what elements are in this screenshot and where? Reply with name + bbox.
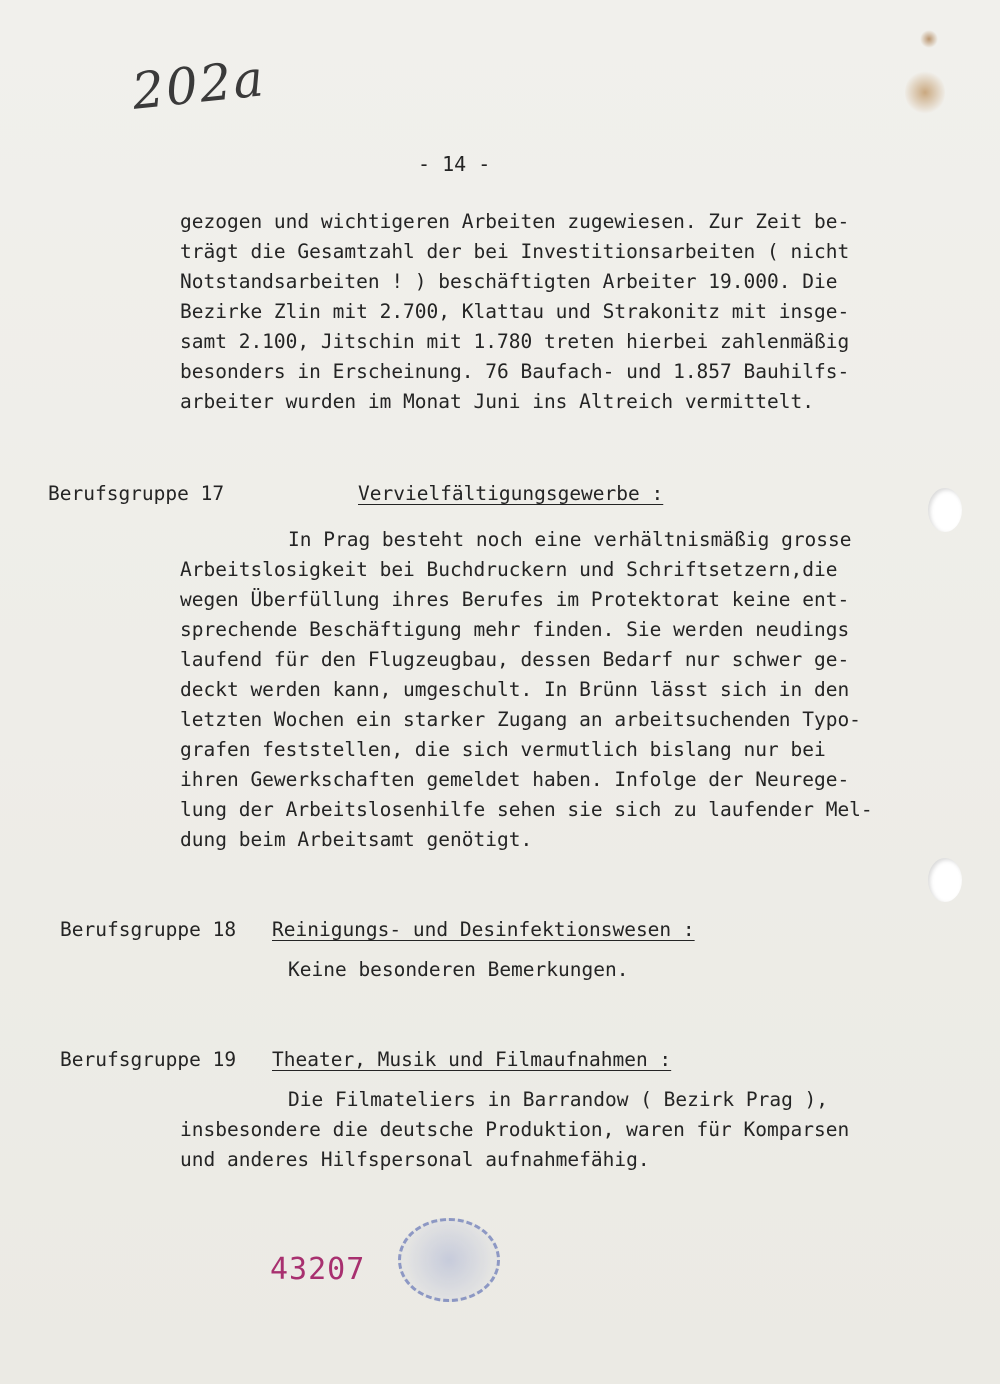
section-title: Theater, Musik und Filmaufnahmen : [272,1048,672,1071]
section-label: Berufsgruppe 17 [48,482,225,505]
text-line: insbesondere die deutsche Produktion, waren für Komparsen [180,1118,850,1141]
handwritten-folio-number: 202a [129,49,268,121]
text-line: deckt werden kann, umgeschult. In Brünn lässt sich in den [180,678,850,701]
section-title: Vervielfältigungsgewerbe : [358,482,664,505]
section-label: Berufsgruppe 18 [60,918,237,941]
text-line: trägt die Gesamtzahl der bei Investitionsarbeiten ( nicht [180,240,850,263]
text-line: und anderes Hilfspersonal aufnahmefähig. [180,1148,650,1171]
text-line: Bezirke Zlin mit 2.700, Klattau und Strakonitz mit insge- [180,300,850,323]
section-title: Reinigungs- und Desinfektionswesen : [272,918,695,941]
text-line: In Prag besteht noch eine verhältnismäßig grosse [288,528,852,551]
text-line: dung beim Arbeitsamt genötigt. [180,828,533,851]
punch-hole [928,858,962,902]
text-line: ihren Gewerkschaften gemeldet haben. Infolge der Neurege- [180,768,850,791]
text-line: wegen Überfüllung ihres Berufes im Protektorat keine ent- [180,588,850,611]
text-line: grafen feststellen, die sich vermutlich bislang nur bei [180,738,826,761]
text-line: laufend für den Flugzeugbau, dessen Bedarf nur schwer ge- [180,648,850,671]
text-line: Keine besonderen Bemerkungen. [288,958,629,981]
text-line: Arbeitslosigkeit bei Buchdruckern und Schriftsetzern,die [180,558,838,581]
rust-stain [905,70,945,115]
text-line: gezogen und wichtigeren Arbeiten zugewiesen. Zur Zeit be- [180,210,850,233]
archive-stamp-number: 43207 [270,1252,366,1287]
text-line: Die Filmateliers in Barrandow ( Bezirk Prag ), [288,1088,829,1111]
page-number: - 14 - [418,152,491,176]
archive-seal-stamp [398,1218,500,1302]
text-line: Notstandsarbeiten ! ) beschäftigten Arbeiter 19.000. Die [180,270,838,293]
punch-hole [928,488,962,532]
text-line: lung der Arbeitslosenhilfe sehen sie sich zu laufender Mel- [180,798,873,821]
text-line: arbeiter wurden im Monat Juni ins Altreich vermittelt. [180,390,814,413]
text-line: besonders in Erscheinung. 76 Baufach- und 1.857 Bauhilfs- [180,360,850,383]
text-line: sprechende Beschäftigung mehr finden. Sie werden neudings [180,618,850,641]
text-line: samt 2.100, Jitschin mit 1.780 treten hierbei zahlenmäßig [180,330,850,353]
section-label: Berufsgruppe 19 [60,1048,237,1071]
text-line: letzten Wochen ein starker Zugang an arbeitsuchenden Typo- [180,708,861,731]
rust-stain [920,30,938,48]
